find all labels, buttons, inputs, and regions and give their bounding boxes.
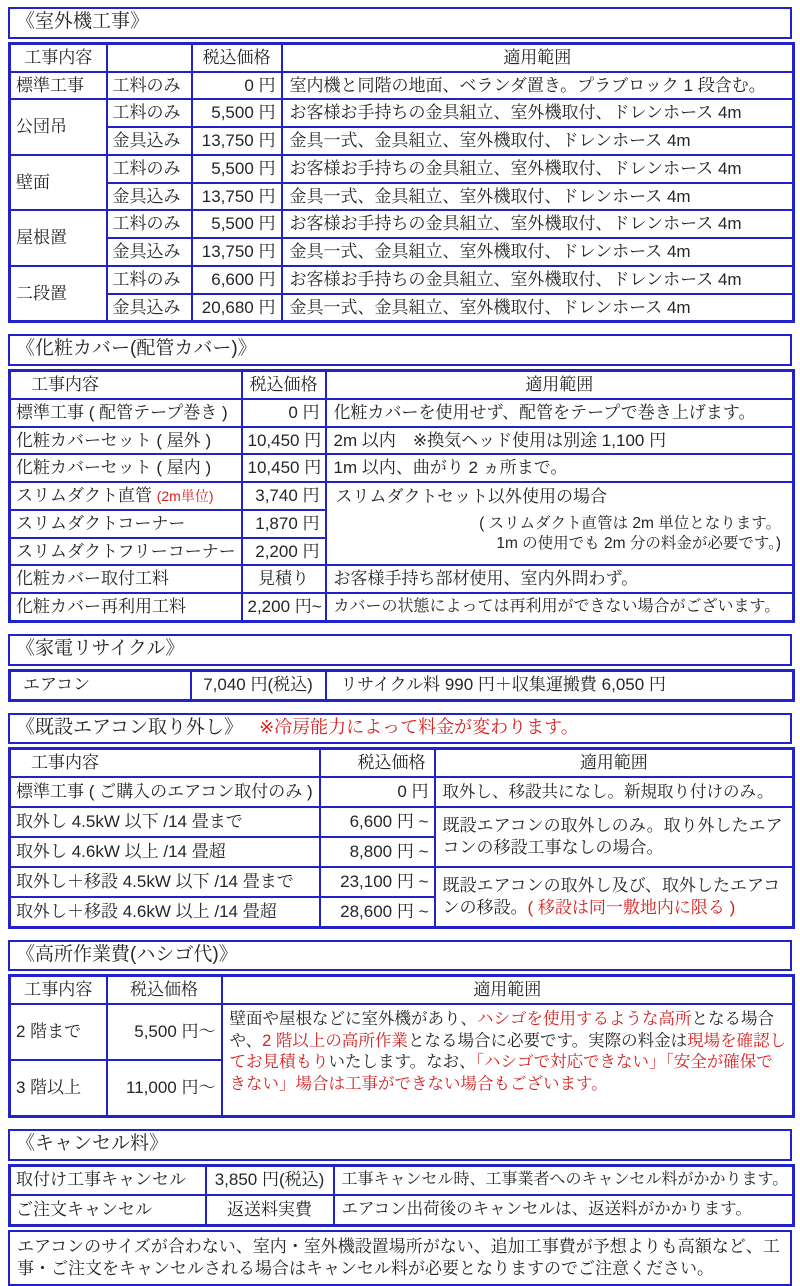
price-cell: 5,500 円～ xyxy=(107,1004,222,1060)
outdoor-unit-table xyxy=(8,42,795,324)
price-cell: 見積り xyxy=(242,565,326,593)
recycle-table xyxy=(8,669,795,702)
slim-note-line2: 1m の使用でも 2m 分の料金が必要です。) xyxy=(496,534,781,552)
table-row xyxy=(10,210,794,238)
section-title-text: 《キャンセル料》 xyxy=(16,1132,169,1154)
capacity-note: ※冷房能力によって料金が変わります。 xyxy=(259,716,579,737)
table-row xyxy=(10,454,794,482)
work-type-cell: 取付け工事キャンセル xyxy=(10,1165,206,1195)
work-type-cell: 取外し 4.5kW 以下 /14 畳まで xyxy=(10,807,320,837)
scope-cell: 2m 以内 ※換気ヘッド使用は別途 1,100 円 xyxy=(326,427,794,455)
cancel-notice: エアコンのサイズが合わない、室内・室外機設置場所がない、追加工事費が予想よりも高額など、工事・ご注文をキャンセルされる場合はキャンセル料が必要となりますのでご注意ください。 xyxy=(8,1230,792,1286)
work-type-cell: 標準工事 ( ご購入のエアコン取付のみ ) xyxy=(10,777,320,807)
table-row xyxy=(10,1004,794,1060)
price-cell: 6,600 円 xyxy=(192,266,282,294)
table-row xyxy=(10,155,794,183)
price-cell: 8,800 円 ~ xyxy=(320,837,435,867)
price-cell: 返送料実費 xyxy=(206,1195,334,1225)
scope-segment: 現場を確認してお見積もり xyxy=(229,1031,787,1072)
work-type-cell: スリムダクトコーナー xyxy=(10,510,242,538)
scope-cell: カバーの状態によっては再利用ができない場合がございます。 xyxy=(326,593,794,621)
scope-cell: 金具一式、金具組立、室外機取付、ドレンホース 4m xyxy=(282,294,794,322)
table-header-row xyxy=(10,749,794,777)
work-type-cell: 標準工事 ( 配管テープ巻き ) xyxy=(10,399,242,427)
table-row xyxy=(10,266,794,294)
table-header-row xyxy=(10,371,794,399)
price-cell: 10,450 円 xyxy=(242,427,326,455)
table-row xyxy=(10,99,794,127)
section-recycle xyxy=(8,634,792,702)
scope-cell: 金具一式、金具組立、室外機取付、ドレンホース 4m xyxy=(282,238,794,266)
ladder-fee-table xyxy=(8,974,795,1117)
cancel-fee-table xyxy=(8,1164,795,1227)
scope-cell: お客様手持ち部材使用、室内外問わず。 xyxy=(326,565,794,593)
price-cell: 0 円 xyxy=(242,399,326,427)
header-scope: 適用範囲 xyxy=(222,976,794,1004)
table-row xyxy=(10,670,794,700)
price-cell: 5,500 円 xyxy=(192,210,282,238)
scope-restriction-text: ( 移設は同一敷地内に限る ) xyxy=(527,897,736,917)
scope-cell: リサイクル料 990 円＋収集運搬費 6,050 円 xyxy=(326,670,794,700)
sub-type-cell: 工料のみ xyxy=(107,72,192,100)
table-row xyxy=(10,294,794,322)
header-work: 工事内容 xyxy=(10,43,107,71)
section-outdoor-unit xyxy=(8,7,792,323)
section-title-removal xyxy=(8,713,792,745)
price-cell: 2,200 円~ xyxy=(242,593,326,621)
work-type-cell: エアコン xyxy=(10,670,191,700)
scope-cell: 工事キャンセル時、工事業者へのキャンセル料がかかります。 xyxy=(334,1165,794,1195)
table-row xyxy=(10,565,794,593)
section-title-outdoor xyxy=(8,7,792,39)
section-cancel-fee xyxy=(8,1129,792,1286)
scope-segment: となる場合や、 xyxy=(229,1010,774,1050)
pipe-cover-table xyxy=(8,369,795,623)
sub-type-cell: 金具込み xyxy=(107,183,192,211)
section-title-cover xyxy=(8,334,792,366)
price-cell: 28,600 円 ~ xyxy=(320,897,435,927)
section-title-text: 《高所作業費(ハシゴ代)》 xyxy=(16,943,238,965)
price-cell: 10,450 円 xyxy=(242,454,326,482)
work-type-cell: 化粧カバーセット ( 屋内 ) xyxy=(10,454,242,482)
table-row xyxy=(10,238,794,266)
section-title-text: 《化粧カバー(配管カバー)》 xyxy=(16,338,257,360)
header-price: 税込価格 xyxy=(192,43,282,71)
sub-type-cell: 金具込み xyxy=(107,238,192,266)
work-type-cell: 取外し 4.6kW 以上 /14 畳超 xyxy=(10,837,320,867)
sub-type-cell: 工料のみ xyxy=(107,155,192,183)
price-cell: 23,100 円 ~ xyxy=(320,867,435,897)
scope-cell: 化粧カバーを使用せず、配管をテープで巻き上げます。 xyxy=(326,399,794,427)
table-header-row xyxy=(10,976,794,1004)
price-cell: 6,600 円 ~ xyxy=(320,807,435,837)
work-type-cell: 屋根置 xyxy=(10,210,107,266)
price-cell: 3,850 円(税込) xyxy=(206,1165,334,1195)
work-type-cell: 標準工事 xyxy=(10,72,107,100)
work-type-cell: 壁面 xyxy=(10,155,107,211)
work-type-cell: 化粧カバー取付工料 xyxy=(10,565,242,593)
price-cell: 13,750 円 xyxy=(192,183,282,211)
scope-cell: エアコン出荷後のキャンセルは、返送料がかかります。 xyxy=(334,1195,794,1225)
price-cell: 1,870 円 xyxy=(242,510,326,538)
ladder-scope-cell xyxy=(222,1004,794,1116)
price-cell: 5,500 円 xyxy=(192,155,282,183)
sub-type-cell: 工料のみ xyxy=(107,99,192,127)
work-type-cell: スリムダクトフリーコーナー xyxy=(10,538,242,566)
header-scope: 適用範囲 xyxy=(326,371,794,399)
price-cell: 5,500 円 xyxy=(192,99,282,127)
header-scope: 適用範囲 xyxy=(435,749,794,777)
sub-type-cell: 工料のみ xyxy=(107,266,192,294)
section-ladder-fee xyxy=(8,940,792,1118)
scope-cell: お客様お手持ちの金具組立、室外機取付、ドレンホース 4m xyxy=(282,155,794,183)
sub-type-cell: 工料のみ xyxy=(107,210,192,238)
table-row xyxy=(10,867,794,897)
scope-segment: 壁面や屋根などに室外機があり、 xyxy=(229,1010,477,1029)
section-title-recycle xyxy=(8,634,792,666)
price-cell: 3,740 円 xyxy=(242,482,326,510)
price-cell: 13,750 円 xyxy=(192,238,282,266)
header-price: 税込価格 xyxy=(107,976,222,1004)
scope-segment: 「ハシゴで対応できない」「安全が確保できない」場合は工事ができない場合もございます。 xyxy=(229,1053,773,1093)
scope-cell: 金具一式、金具組立、室外機取付、ドレンホース 4m xyxy=(282,183,794,211)
table-row xyxy=(10,482,794,510)
slim-duct-scope-cell xyxy=(326,482,794,565)
removal-only-scope-cell: 既設エアコンの取外しのみ。取り外したエアコンの移設工事なしの場合。 xyxy=(435,807,794,867)
section-title-ladder xyxy=(8,940,792,972)
header-sub xyxy=(107,43,192,71)
section-title-cancel xyxy=(8,1129,792,1161)
price-cell: 0 円 xyxy=(320,777,435,807)
header-work: 工事内容 xyxy=(10,371,242,399)
work-type-cell: 化粧カバーセット ( 屋外 ) xyxy=(10,427,242,455)
work-type-cell: 取外し＋移設 4.5kW 以下 /14 畳まで xyxy=(10,867,320,897)
slim-note-line1: ( スリムダクト直管は 2m 単位となります。 xyxy=(479,514,781,532)
table-row xyxy=(10,807,794,837)
work-type-cell: 取外し＋移設 4.6kW 以上 /14 畳超 xyxy=(10,897,320,927)
scope-cell: お客様お手持ちの金具組立、室外機取付、ドレンホース 4m xyxy=(282,266,794,294)
scope-cell: お客様お手持ちの金具組立、室外機取付、ドレンホース 4m xyxy=(282,210,794,238)
section-title-text: 《室外機工事》 xyxy=(16,11,150,32)
header-scope: 適用範囲 xyxy=(282,43,794,71)
table-row xyxy=(10,593,794,621)
header-work: 工事内容 xyxy=(10,749,320,777)
table-row xyxy=(10,72,794,100)
removal-table xyxy=(8,747,795,928)
sub-type-cell: 金具込み xyxy=(107,294,192,322)
price-cell: 0 円 xyxy=(192,72,282,100)
scope-segment: いたします。なお、 xyxy=(328,1053,476,1072)
scope-segment: ハシゴを使用するような高所 xyxy=(477,1010,692,1029)
table-header-row xyxy=(10,43,794,71)
scope-cell: 取外し、移設共になし。新規取り付けのみ。 xyxy=(435,777,794,807)
scope-cell: お客様お手持ちの金具組立、室外機取付、ドレンホース 4m xyxy=(282,99,794,127)
slim-scope-note xyxy=(334,514,788,554)
scope-segment: 2 階以上の高所作業 xyxy=(262,1031,408,1050)
work-type-cell: 2 階まで xyxy=(10,1004,107,1060)
work-type-cell: 公団吊 xyxy=(10,99,107,155)
scope-text: 既設エアコンの取外し及び、取外したエアコンの移設。 xyxy=(442,876,781,917)
table-row xyxy=(10,127,794,155)
section-title-text: 《家電リサイクル》 xyxy=(16,637,185,659)
header-price: 税込価格 xyxy=(242,371,326,399)
work-type-cell: 二段置 xyxy=(10,266,107,322)
section-removal xyxy=(8,713,792,929)
table-row xyxy=(10,427,794,455)
unit-note-label: (2m単位) xyxy=(156,488,214,505)
section-pipe-cover xyxy=(8,334,792,623)
work-type-cell: 化粧カバー再利用工料 xyxy=(10,593,242,621)
scope-cell: 1m 以内、曲がり 2 ヵ所まで。 xyxy=(326,454,794,482)
sub-type-cell: 金具込み xyxy=(107,127,192,155)
table-row xyxy=(10,1195,794,1225)
slim-scope-line: スリムダクトセット以外使用の場合 xyxy=(335,487,607,507)
header-price: 税込価格 xyxy=(320,749,435,777)
scope-segment: となる場合に必要です。実際の料金は xyxy=(407,1031,688,1050)
scope-cell: 室内機と同階の地面、ベランダ置き。プラブロック 1 段含む。 xyxy=(282,72,794,100)
table-row xyxy=(10,777,794,807)
price-cell: 2,200 円 xyxy=(242,538,326,566)
price-cell: 11,000 円～ xyxy=(107,1060,222,1116)
removal-move-scope-cell xyxy=(435,867,794,927)
table-row xyxy=(10,183,794,211)
work-type-cell: 3 階以上 xyxy=(10,1060,107,1116)
price-cell: 13,750 円 xyxy=(192,127,282,155)
price-cell: 7,040 円(税込) xyxy=(191,670,326,700)
header-work: 工事内容 xyxy=(10,976,107,1004)
price-cell: 20,680 円 xyxy=(192,294,282,322)
table-row xyxy=(10,399,794,427)
work-type-label: スリムダクト直管 xyxy=(16,486,157,506)
section-title-text: 《既設エアコン取り外し》 xyxy=(16,716,244,738)
work-type-cell xyxy=(10,482,242,510)
work-type-cell: ご注文キャンセル xyxy=(10,1195,206,1225)
scope-cell: 金具一式、金具組立、室外機取付、ドレンホース 4m xyxy=(282,127,794,155)
table-row xyxy=(10,1165,794,1195)
